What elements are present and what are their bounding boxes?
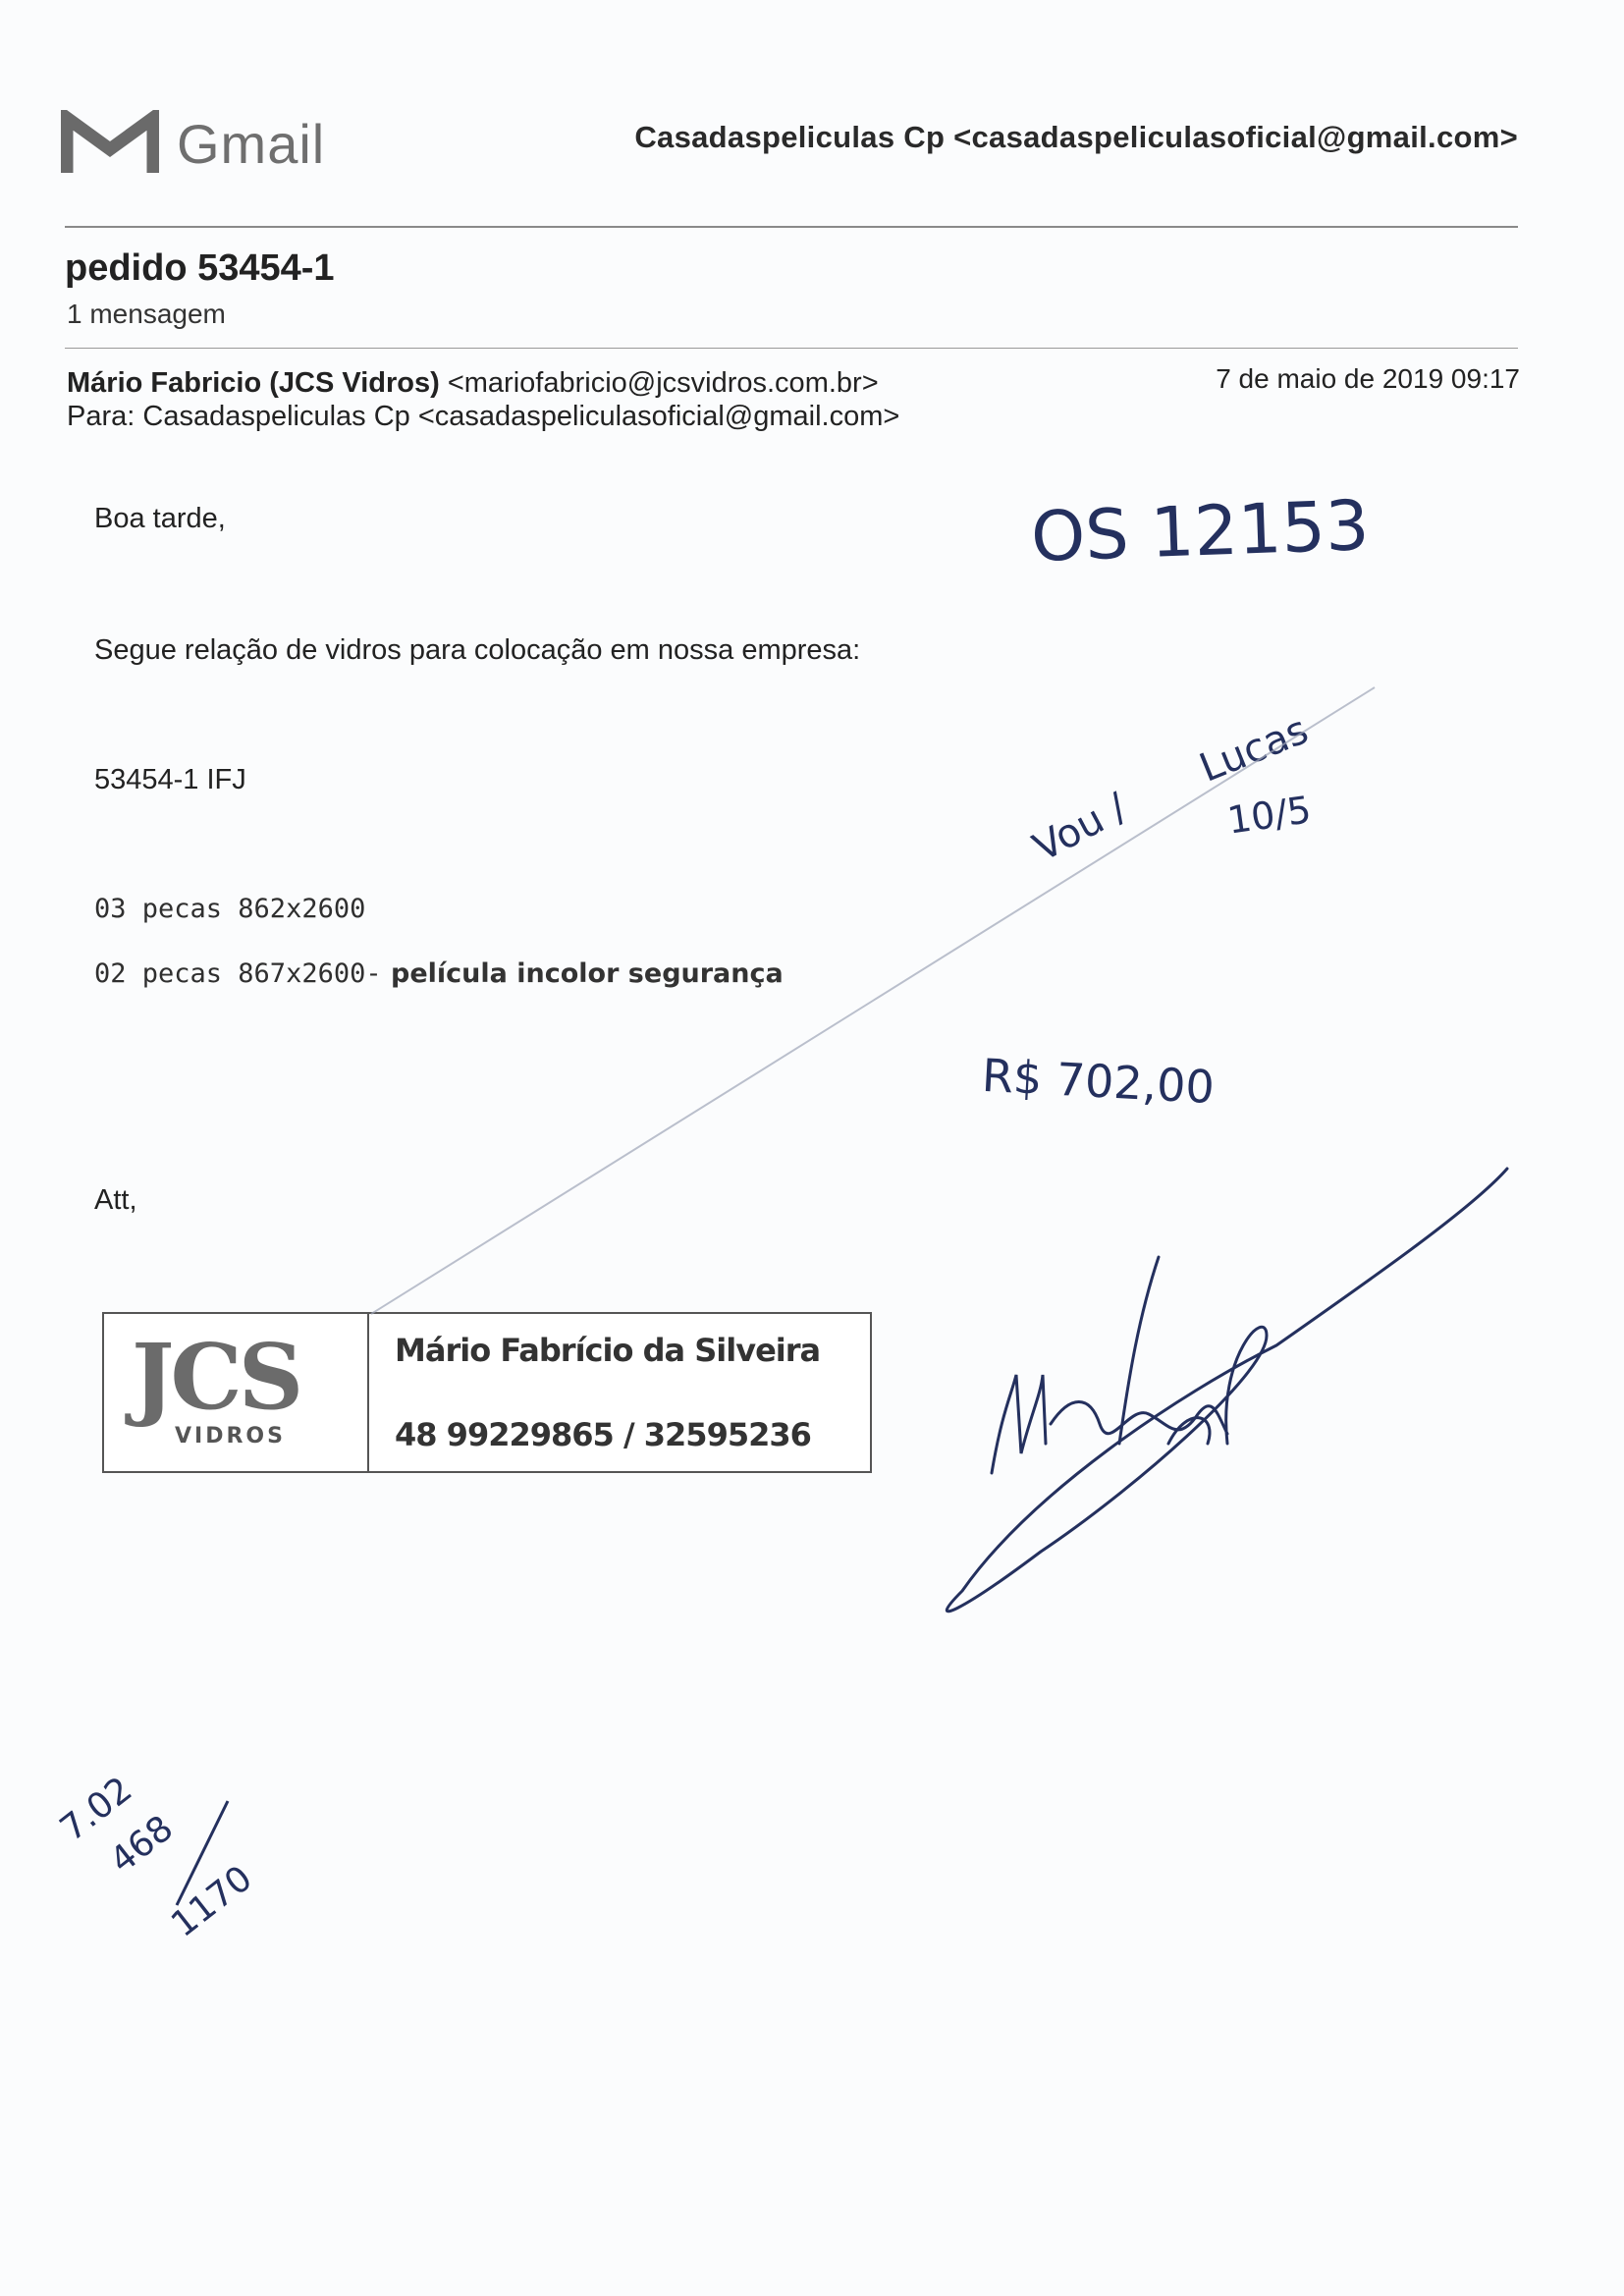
message-date: 7 de maio de 2019 09:17	[1216, 363, 1520, 394]
item-2-dimensions: 02 pecas 867x2600-	[94, 958, 382, 989]
pencil-diagonal-line	[371, 687, 1375, 1314]
jcs-logo-subtitle: VIDROS	[175, 1424, 286, 1449]
signature-name: Mário Fabrício da Silveira	[395, 1332, 821, 1369]
gmail-logo-text: Gmail	[177, 113, 326, 175]
email-subject: pedido 53454-1	[65, 247, 335, 289]
recipient-line: Para: Casadaspeliculas Cp <casadaspeliculasoficial@gmail.com>	[67, 401, 900, 432]
sender-email: <mariofabricio@jcsvidros.com.br>	[447, 367, 879, 399]
item-2-film: película incolor segurança	[381, 958, 784, 989]
handwritten-os-number: OS 12153	[1029, 485, 1371, 577]
handwritten-note-left: Vou /	[1026, 785, 1135, 871]
handwritten-price: R$ 702,00	[980, 1048, 1217, 1115]
handwritten-note-right: Lucas	[1193, 707, 1315, 792]
account-address: Casadaspeliculas Cp <casadaspeliculasoficial@gmail.com>	[634, 120, 1518, 154]
intro-text: Segue relação de vidros para colocação em nossa empresa:	[94, 634, 861, 666]
signature-phones: 48 99229865 / 32595236	[395, 1416, 811, 1453]
handwritten-calc-2: 468	[102, 1808, 182, 1882]
handwritten-calc-3: 1170	[164, 1858, 260, 1945]
order-reference: 53454-1 IFJ	[94, 764, 246, 795]
item-line-1: 03 pecas 862x2600	[94, 894, 366, 924]
handwritten-note-date: 10/5	[1224, 788, 1314, 843]
calc-divider-line	[177, 1801, 228, 1905]
handwritten-calc-1: 7.02	[52, 1769, 140, 1850]
sender-name: Mário Fabricio (JCS Vidros)	[67, 367, 440, 399]
message-count: 1 mensagem	[67, 299, 226, 329]
greeting: Boa tarde,	[94, 503, 226, 534]
closing: Att,	[94, 1184, 137, 1216]
jcs-logo-letters: JCS	[132, 1324, 300, 1430]
handwritten-signature	[947, 1169, 1507, 1612]
